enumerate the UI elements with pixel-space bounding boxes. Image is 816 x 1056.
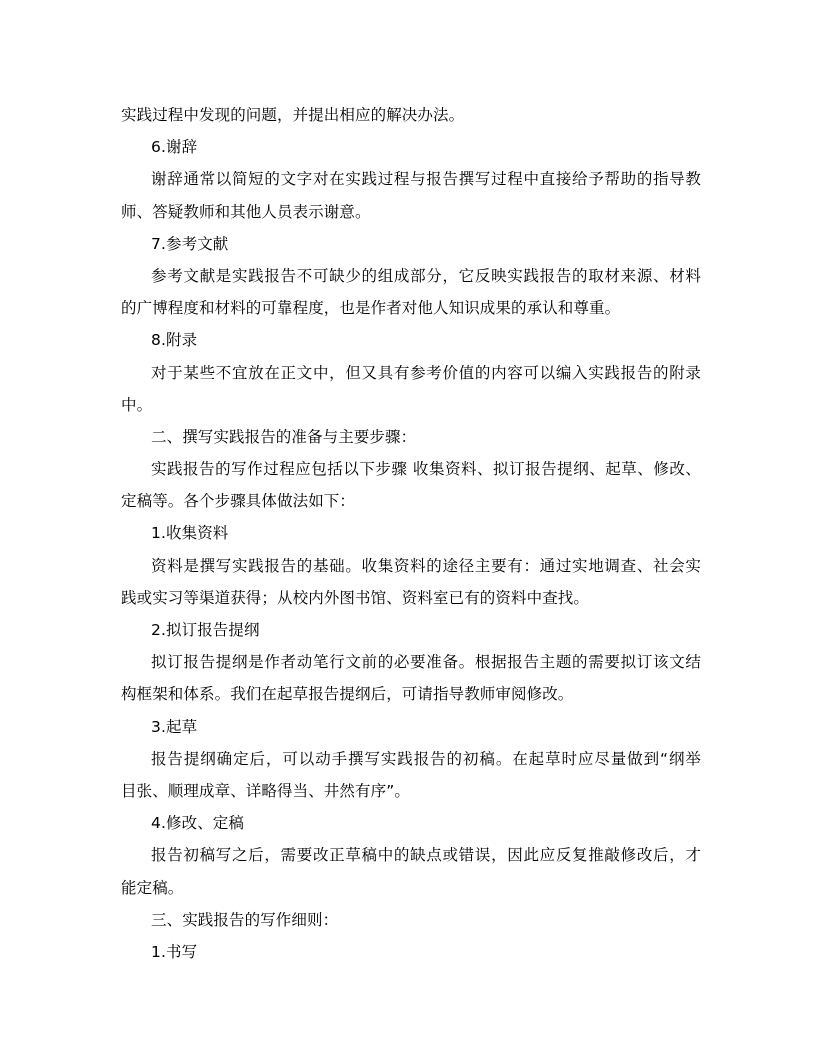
paragraph-line: 中。 [121, 395, 153, 414]
paragraph-line: 目张、顺理成章、详略得当、井然有序”。 [121, 781, 410, 800]
paragraph-line: 能定稿。 [121, 878, 184, 897]
paragraph-line: 资料是撰写实践报告的基础。收集资料的途径主要有：通过实地调查、社会实 [151, 556, 701, 575]
paragraph-line: 参考文献是实践报告不可缺少的组成部分，它反映实践报告的取材来源、材料 [151, 266, 701, 285]
paragraph-line: 师、答疑教师和其他人员表示谢意。 [121, 202, 371, 221]
paragraph-line: 报告初稿写之后，需要改正草稿中的缺点或错误，因此应反复推敲修改后，才 [151, 846, 701, 865]
section-heading-references: 7.参考文献 [151, 234, 229, 253]
chapter-heading-preparation-steps: 二、撰写实践报告的准备与主要步骤： [151, 427, 417, 446]
paragraph-line: 报告提纲确定后，可以动手撰写实践报告的初稿。在起草时应尽量做到“纲举 [151, 749, 701, 768]
section-heading-appendix: 8.附录 [151, 331, 198, 350]
paragraph-line: 实践报告的写作过程应包括以下步骤 收集资料、拟订报告提纲、起草、修改、 [151, 460, 701, 479]
paragraph-line: 践或实习等渠道获得；从校内外图书馆、资料室已有的资料中查找。 [121, 588, 590, 607]
section-heading-outline: 2.拟订报告提纲 [151, 621, 260, 639]
paragraph-line: 定稿等。各个步骤具体做法如下： [121, 492, 356, 511]
paragraph-line: 构框架和体系。我们在起草报告提纲后，可请指导教师审阅修改。 [121, 685, 574, 704]
paragraph-line: 谢辞通常以简短的文字对在实践过程与报告撰写过程中直接给予帮助的指导教 [151, 170, 701, 189]
section-heading-acknowledgement: 6.谢辞 [151, 138, 198, 157]
paragraph-line: 对于某些不宜放在正文中，但又具有参考价值的内容可以编入实践报告的附录 [151, 363, 701, 382]
chapter-heading-writing-rules: 三、实践报告的写作细则： [151, 910, 339, 929]
document-body [121, 99, 701, 968]
section-heading-writing: 1.书写 [151, 942, 198, 961]
section-heading-collect-materials: 1.收集资料 [151, 524, 229, 543]
paragraph-line: 拟订报告提纲是作者动笔行文前的必要准备。根据报告主题的需要拟订该文结 [151, 653, 701, 672]
section-heading-revise-finalize: 4.修改、定稿 [151, 814, 244, 833]
paragraph-line: 的广博程度和材料的可靠程度，也是作者对他人知识成果的承认和尊重。 [121, 299, 621, 318]
paragraph-line: 实践过程中发现的问题，并提出相应的解决办法。 [121, 106, 465, 124]
section-heading-draft: 3.起草 [151, 717, 198, 736]
